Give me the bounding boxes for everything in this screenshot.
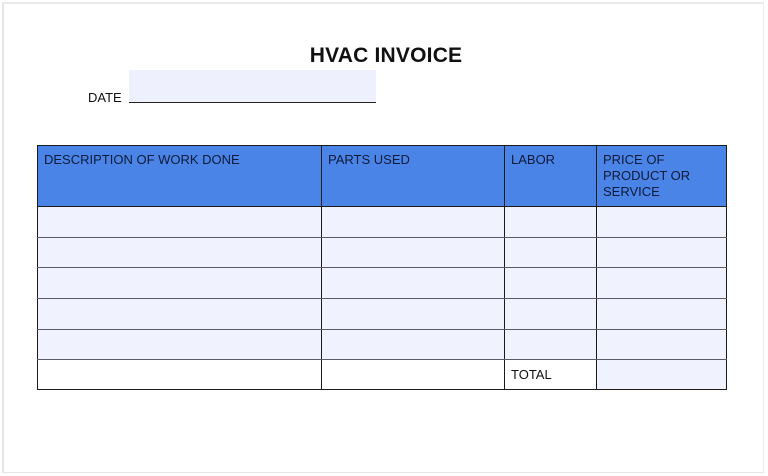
price-field[interactable] — [597, 237, 727, 268]
labor-field[interactable] — [505, 299, 597, 330]
parts-used-field[interactable] — [322, 329, 505, 360]
parts-used-field[interactable] — [322, 268, 505, 299]
parts-used-field[interactable] — [322, 237, 505, 268]
invoice-table — [37, 145, 727, 390]
total-label-cell — [505, 360, 597, 390]
price-field[interactable] — [597, 207, 727, 238]
labor-field[interactable] — [505, 237, 597, 268]
total-value-field[interactable] — [597, 360, 727, 390]
table-row — [38, 329, 727, 360]
labor-field[interactable] — [505, 268, 597, 299]
total-row-blank-description — [38, 360, 322, 390]
total-row-blank-parts — [322, 360, 505, 390]
table-header-row — [38, 146, 727, 207]
column-header-labor: LABOR — [505, 146, 597, 207]
column-header-description: DESCRIPTION OF WORK DONE — [38, 146, 322, 207]
parts-used-field[interactable] — [322, 299, 505, 330]
description-field[interactable] — [38, 329, 322, 360]
column-header-price: PRICE OF PRODUCT OR SERVICE — [597, 146, 727, 207]
total-row — [38, 360, 727, 390]
document-title: HVAC INVOICE — [309, 44, 463, 67]
total-label: TOTAL — [511, 367, 552, 383]
description-field[interactable] — [38, 237, 322, 268]
description-field[interactable] — [38, 268, 322, 299]
date-field[interactable] — [129, 70, 376, 103]
price-field[interactable] — [597, 268, 727, 299]
labor-field[interactable] — [505, 329, 597, 360]
table-row — [38, 207, 727, 238]
table-row — [38, 237, 727, 268]
price-field[interactable] — [597, 329, 727, 360]
column-header-parts-used: PARTS USED — [322, 146, 505, 207]
table-row — [38, 299, 727, 330]
parts-used-field[interactable] — [322, 207, 505, 238]
description-field[interactable] — [38, 299, 322, 330]
table-row — [38, 268, 727, 299]
price-field[interactable] — [597, 299, 727, 330]
date-label: DATE — [88, 90, 122, 105]
description-field[interactable] — [38, 207, 322, 238]
labor-field[interactable] — [505, 207, 597, 238]
